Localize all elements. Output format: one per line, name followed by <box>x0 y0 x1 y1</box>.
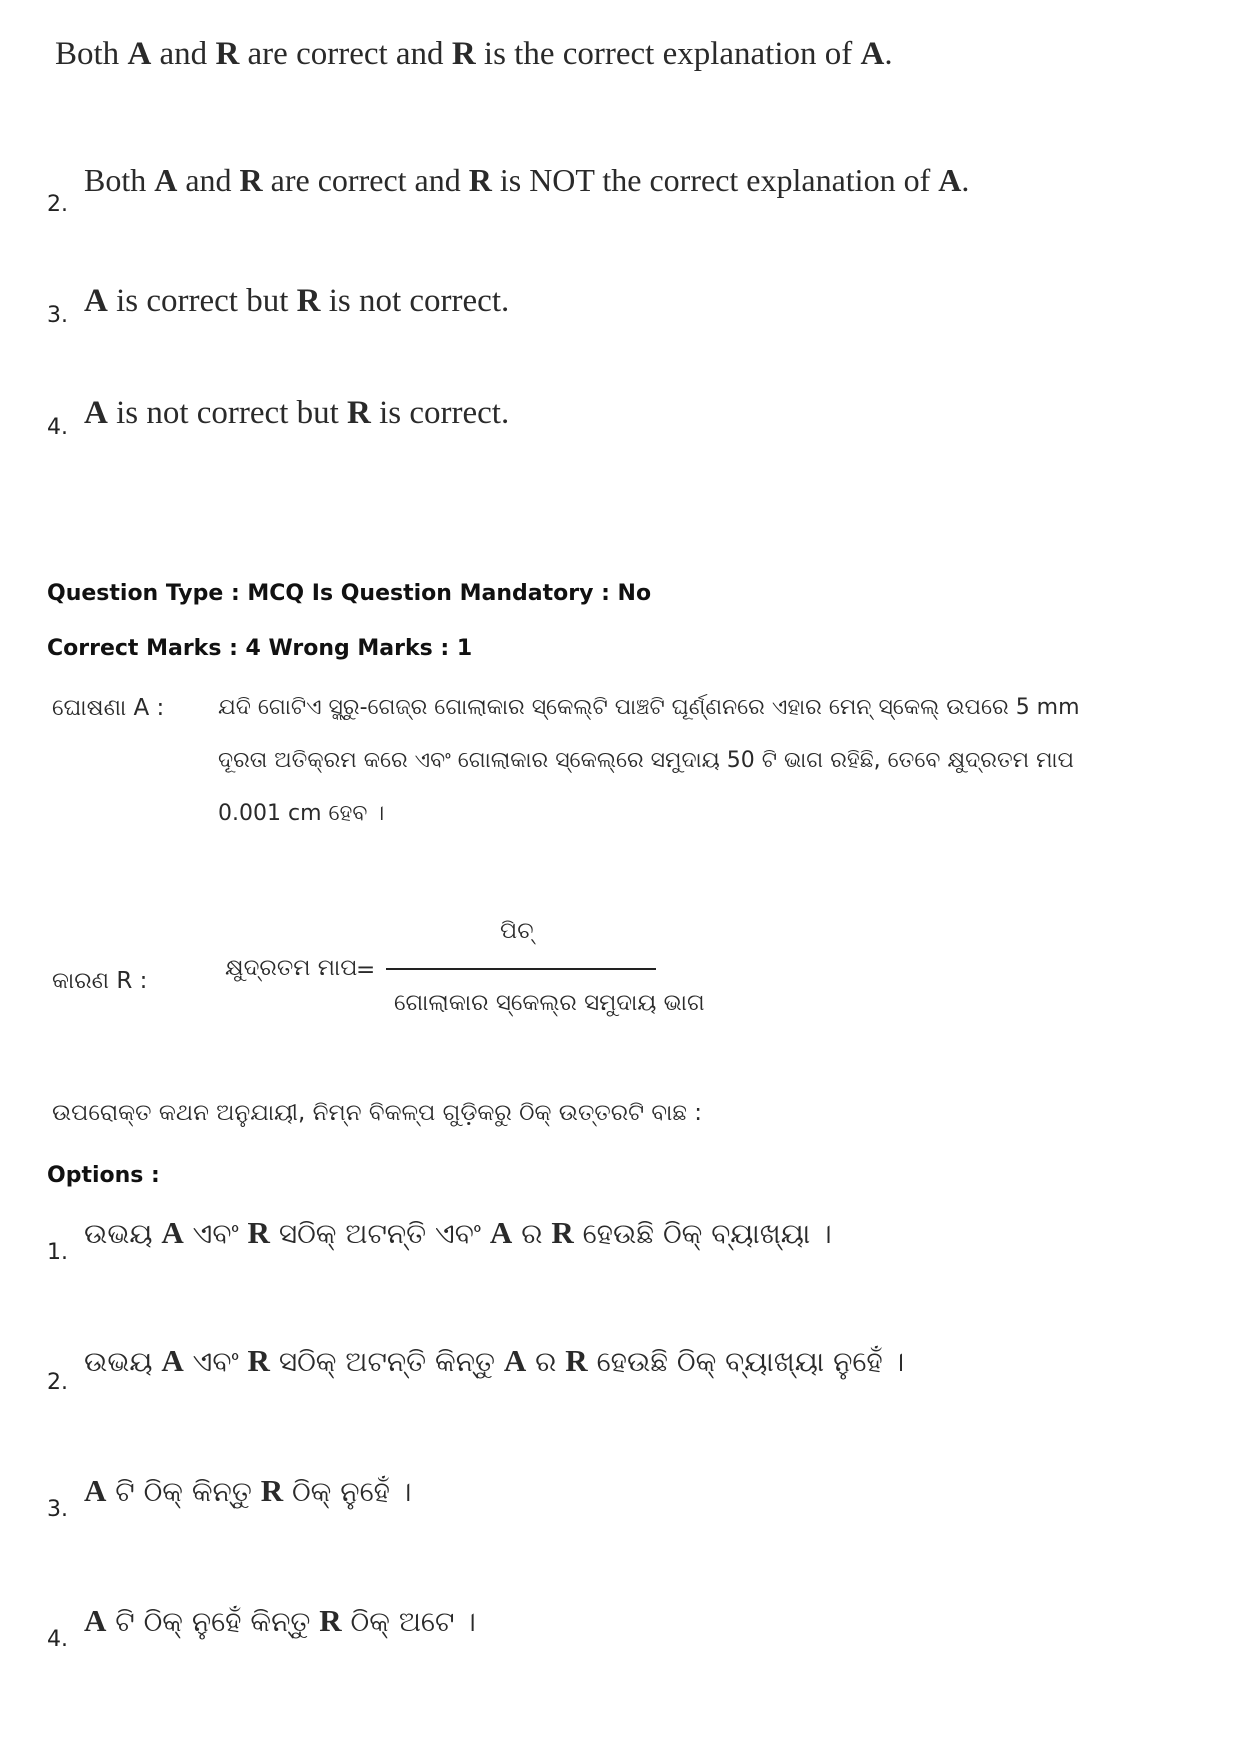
reason-numerator: ପିଚ୍ <box>500 918 534 944</box>
marks-line: Correct Marks : 4 Wrong Marks : 1 <box>47 636 473 661</box>
fraction-bar <box>386 968 656 970</box>
reason-denominator: ଗୋଲାକାର ସ୍କେଲ୍‌ର ସମୁଦାୟ ଭାଗ <box>394 990 705 1016</box>
instruction-text: ଉପରୋକ୍ତ କଥନ ଅନୁଯାୟୀ, ନିମ୍ନ ବିକଳ୍ପ ଗୁଡ଼ିକରୁ ଠିକ୍ ଉତ୍ତରଟି ବାଛ : <box>52 1100 702 1126</box>
reason-equals: = <box>356 957 376 983</box>
prev-option-4-text: A is not correct but R is correct. <box>84 395 510 431</box>
assertion-line-3: 0.001 cm ହେବ । <box>218 801 385 826</box>
option-3-text[interactable]: A ଟି ଠିକ୍ କିନ୍ତୁ R ଠିକ୍ ନୁହେଁ । <box>84 1473 412 1508</box>
assertion-label: ଘୋଷଣା A : <box>52 695 165 721</box>
reason-lhs: କ୍ଷୁଦ୍ରତମ ମାପ <box>225 955 358 981</box>
prev-option-2-text: Both A and R are correct and R is NOT the correct explanation of A. <box>84 162 970 198</box>
option-2-text[interactable]: ଉଭୟ A ଏବଂ R ସଠିକ୍ ଅଟନ୍ତି କିନ୍ତୁ A ର R ହେଉଛି ଠିକ୍ ବ୍ୟାଖ୍ୟା ନୁହେଁ । <box>84 1343 905 1378</box>
assertion-line-1: ଯଦି ଗୋଟିଏ ସ୍କ୍ରୁ-ଗେଜ୍‌ର ଗୋଲାକାର ସ୍କେଲ୍‌ଟି ପାଞ୍ଚଟି ଘୂର୍ଣ୍ଣନରେ ଏହାର ମେନ୍ ସ୍କେଲ୍ ଉପରେ 5 mm <box>218 695 1080 720</box>
prev-option-4-number: 4. <box>47 415 68 440</box>
reason-label: କାରଣ R : <box>52 968 148 994</box>
option-1-text[interactable]: ଉଭୟ A ଏବଂ R ସଠିକ୍ ଅଟନ୍ତି ଏବଂ A ର R ହେଉଛି ଠିକ୍ ବ୍ୟାଖ୍ୟା । <box>84 1215 832 1250</box>
option-3-number: 3. <box>47 1497 68 1522</box>
assertion-line-2: ଦୂରତା ଅତିକ୍ରମ କରେ ଏବଂ ଗୋଲାକାର ସ୍କେଲ୍‌ରେ ସମୁଦାୟ 50 ଟି ଭାଗ ରହିଛି, ତେବେ କ୍ଷୁଦ୍ରତମ ମାପ <box>218 748 1075 773</box>
prev-option-2-number: 2. <box>47 192 68 217</box>
prev-option-3-number: 3. <box>47 303 68 328</box>
question-type-line: Question Type : MCQ Is Question Mandatory : No <box>47 581 652 606</box>
prev-option-3-text: A is correct but R is not correct. <box>84 283 510 319</box>
option-4-number: 4. <box>47 1627 68 1652</box>
options-heading: Options : <box>47 1163 160 1188</box>
option-1-number: 1. <box>47 1240 68 1265</box>
option-2-number: 2. <box>47 1370 68 1395</box>
prev-option-1-text: Both A and R are correct and R is the correct explanation of A. <box>55 36 893 72</box>
option-4-text[interactable]: A ଟି ଠିକ୍ ନୁହେଁ କିନ୍ତୁ R ଠିକ୍ ଅଟେ । <box>84 1603 476 1638</box>
